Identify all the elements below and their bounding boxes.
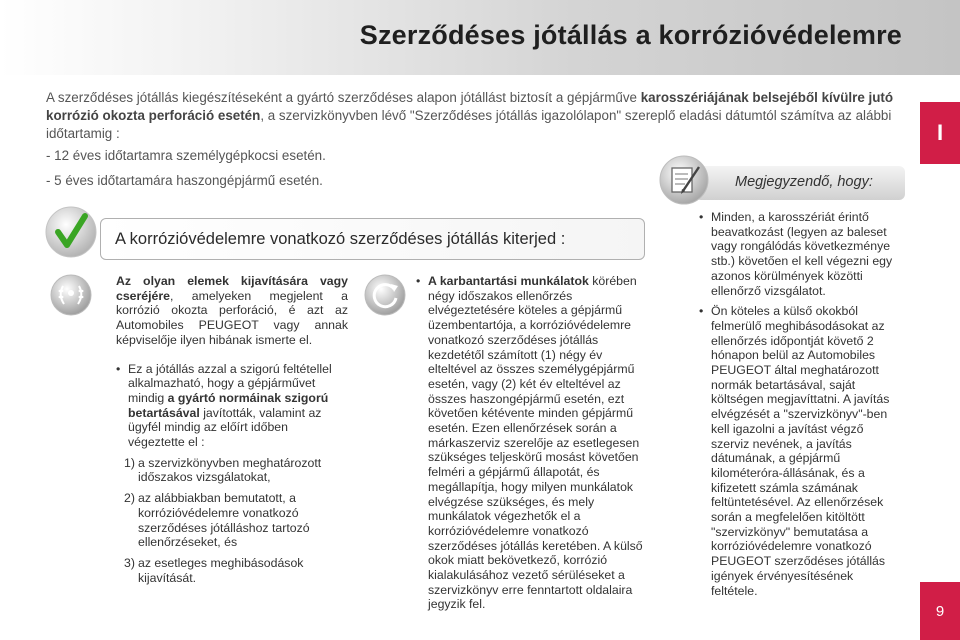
laurel-icon (50, 274, 92, 316)
cycle-icon (364, 274, 406, 316)
bullet-marker: • (116, 361, 121, 376)
note-bullet (699, 304, 893, 598)
note-bullet-text: Minden, a karosszériát érintő beavatkozást (legyen az baleset vagy rongálódás következménye stb.) követően el kell végezni egy azonos körülmények közötti ellenőrző vizsgálatot. (711, 210, 893, 298)
section-header (100, 218, 645, 260)
page-number: 9 (920, 582, 960, 640)
list-item-number: 3) (124, 555, 135, 570)
intro-paragraph (46, 89, 916, 143)
note-bullet (699, 210, 893, 298)
duration-commercial: - 5 éves időtartamára haszongépjármű esetén. (46, 173, 323, 188)
intro-bold-text: karosszériájának belsejéből kívülre jutó korrózió okozta perforáció esetén (46, 90, 894, 123)
duration-passenger: - 12 éves időtartamra személygépkocsi esetén. (46, 148, 326, 163)
note-column (699, 210, 893, 604)
chapter-tab: I (920, 102, 960, 164)
coverage-lead (116, 274, 348, 348)
condition-text-b: javították, valamint az ügyfél mindig az előírt időben végeztette el : (128, 405, 322, 450)
maintenance-bullet (416, 274, 648, 612)
list-item (124, 556, 348, 585)
maintenance-column (416, 274, 648, 612)
coverage-lead-text: , amelyeken megjelent a korrózió okozta perforáció, é azt az Automobiles PEUGEOT vagy annak képviselője ilyen hibának ismerte el. (116, 288, 348, 347)
coverage-lead-bold: Az olyan elemek kijavítására vagy cseréjére (116, 274, 348, 303)
notepad-icon (655, 155, 713, 205)
note-header (655, 155, 905, 205)
page-title: Szerződéses jótállás a korrózióvédelemre (359, 20, 902, 50)
page-header (0, 0, 960, 75)
bullet-marker: • (699, 210, 704, 224)
intro-text-part2: , a szervizkönyvben lévő "Szerződéses jótállás igazolólapon" szereplő eladási dátumtól számítva az alábbi időtartamig : (46, 108, 892, 141)
maintenance-bold: A karbantartási munkálatok (428, 274, 589, 288)
intro-text-part1: A szerződéses jótállás kiegészítéseként a gyártó szerződéses alapon jótállást biztosít a gépjárműve (46, 90, 641, 105)
list-item-text: az alábbiakban bemutatott, a korrózióvédelemre vonatkozó szerződéses jótálláshoz tartozó ellenőrzéseket, és (138, 491, 310, 550)
condition-text-a: Ez a jótállás azzal a szigorú feltétellel alkalmazható, hogy a gépjárművet mindig (128, 361, 332, 405)
list-item (124, 456, 348, 485)
list-item-text: a szervizkönyvben meghatározott időszakos vizsgálatokat, (138, 455, 322, 485)
condition-bold: a gyártó normáinak szigorú betartásával (128, 390, 329, 420)
condition-bullet (116, 362, 348, 450)
list-item-number: 2) (124, 491, 135, 506)
section-title: A korrózióvédelemre vonatkozó szerződéses jótállás kiterjed : (115, 230, 566, 248)
list-item-number: 1) (124, 455, 135, 470)
list-item-text: az esetleges meghibásodások kijavítását. (138, 555, 304, 585)
bullet-marker: • (416, 274, 421, 288)
maintenance-text: körében négy időszakos ellenőrzés elvégeztetésére köteles a gépjármű üzembentartója, a korrózióvédelemre vonatkozó szerződéses jótállás kezdetétől számított (1) négy év elteltével az összes személygépjármű esetén, vagy (2) két év elteltével az összes haszongépjármű esetén, ezt követően kétévente minden gépjármű esetén. Ezen ellenőrzések során a márkaszerviz szerelője az esetlegesen szükséges teljeskörű mosást követően felméri a gépjármű állapotát, és megállapítja, hogy milyen munkálatok elvégzése szükséges, és mely munkálatok végezhetők el a korrózióvédelemre vonatkozó szerződéses jótállás keretében. A külső okok miatt bekövetkező, korrózió kialakulásához vezető sérüléseket a szervizkönyv erre fenntartott oldalaira jegyzik fel. (428, 274, 643, 612)
list-item (124, 491, 348, 550)
bullet-marker: • (699, 304, 704, 319)
note-bullet-text: Ön köteles a külső okokból felmerülő meghibásodásokat az ellenőrzés időpontját követő 2 hónapon belül az Automobiles PEUGEOT által meghatározott normák betartásával, saját költségen megjavíttatni. A javítás elvégzését a "szervizkönyv"-ben kell igazolni a javítást végző szerviz nevének, a javítás dátumának, a gépjármű kilométeróra-állásának, és a kifizetett számla számának feltüntetésével. Az ellenőrzések során a megfelelően kitöltött "szervizkönyv" bemutatása a korrózióvédelemre vonatkozó PEUGEOT szerződéses jótállás igények érvényesítésének feltétele. (711, 304, 890, 598)
check-icon (44, 205, 98, 259)
coverage-column (116, 274, 348, 585)
note-title: Megjegyzendő, hogy: (735, 174, 873, 190)
